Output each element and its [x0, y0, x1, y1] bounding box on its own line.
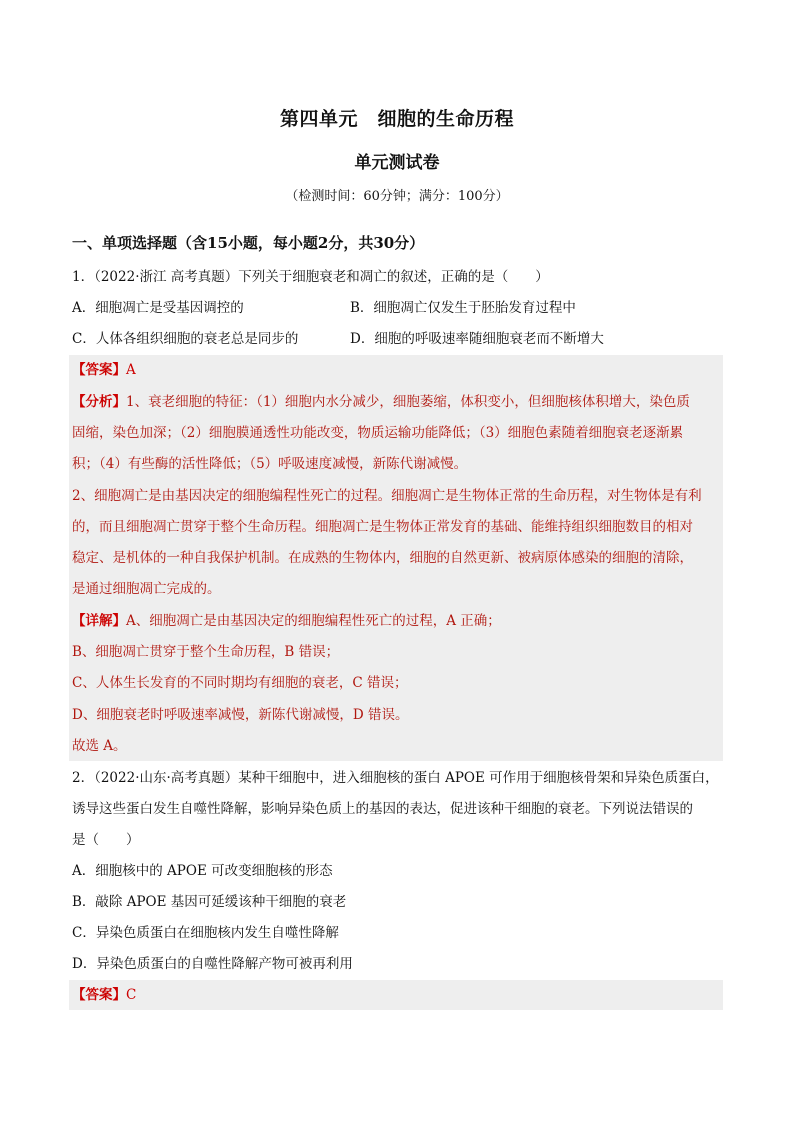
section-title: 一、单项选择题（含15小题，每小题2分，共30分） — [72, 234, 425, 252]
question-2-stem-line: 是（ ） — [72, 832, 140, 848]
detail-line: B、细胞凋亡贯穿于整个生命历程，B 错误； — [72, 644, 340, 660]
question-1-option-b: B．细胞凋亡仅发生于胚胎发育过程中 — [350, 300, 576, 316]
question-2-stem-line: 诱导这些蛋白发生自噬性降解，影响异染色质上的基因的表达，促进该种干细胞的衰老。下列说法错误的 — [72, 801, 693, 817]
question-1-answer — [72, 360, 136, 380]
detail-line: D、细胞衰老时呼吸速率减慢，新陈代谢减慢，D 错误。 — [72, 707, 409, 723]
detail-tag: 【详解】 — [72, 613, 126, 629]
analysis-line: 是通过细胞凋亡完成的。 — [72, 581, 221, 597]
question-2-option-b: B．敲除 APOE 基因可延缓该种干细胞的衰老 — [72, 894, 347, 910]
question-2-answer — [72, 985, 136, 1005]
analysis-line — [72, 392, 690, 412]
question-1-stem: 1．（2022·浙江 高考真题）下列关于细胞衰老和凋亡的叙述，正确的是（ ） — [72, 269, 549, 285]
answer-value: A — [126, 362, 136, 378]
analysis-line: 的，而且细胞凋亡贯穿于整个生命历程。细胞凋亡是生物体正常发育的基础、能维持组织细胞数目的相对 — [72, 519, 693, 535]
answer-tag: 【答案】 — [72, 987, 126, 1003]
analysis-line: 2、细胞凋亡是由基因决定的细胞编程性死亡的过程。细胞凋亡是生物体正常的生命历程，对生物体是有利 — [72, 488, 702, 504]
question-2-solution-block — [69, 980, 723, 1010]
question-2-option-c: C．异染色质蛋白在细胞核内发生自噬性降解 — [72, 925, 339, 941]
unit-title: 第四单元 细胞的生命历程 — [279, 108, 514, 130]
exam-info: （检测时间：60分钟；满分：100分） — [285, 189, 509, 204]
question-1-option-d: D．细胞的呼吸速率随细胞衰老而不断增大 — [350, 331, 604, 347]
detail-line: 故选 A。 — [72, 738, 127, 754]
question-2-option-a: A．细胞核中的 APOE 可改变细胞核的形态 — [72, 863, 333, 879]
paper-title: 单元测试卷 — [354, 153, 440, 173]
analysis-tag: 【分析】 — [72, 394, 126, 410]
analysis-line: 固缩，染色加深；（2）细胞膜通透性功能改变，物质运输功能降低；（3）细胞色素随着细胞衰老逐渐累 — [72, 425, 684, 441]
analysis-line: 稳定、是机体的一种自我保护机制。在成熟的生物体内，细胞的自然更新、被病原体感染的细胞的清除， — [72, 550, 693, 566]
analysis-text: 1、衰老细胞的特征：（1）细胞内水分减少，细胞萎缩，体积变小，但细胞核体积增大，染色质 — [126, 394, 690, 410]
detail-line: C、人体生长发育的不同时期均有细胞的衰老，C 错误； — [72, 675, 408, 691]
answer-value: C — [126, 987, 137, 1003]
question-1-option-c: C．人体各组织细胞的衰老总是同步的 — [72, 331, 299, 347]
analysis-line: 积；（4）有些酶的活性降低；（5）呼吸速度减慢，新陈代谢减慢。 — [72, 456, 468, 472]
question-1-option-a: A．细胞凋亡是受基因调控的 — [72, 300, 244, 316]
question-2-stem-line: 2．（2022·山东·高考真题）某种干细胞中，进入细胞核的蛋白 APOE 可作用于细胞核骨架和异染色质蛋白， — [72, 770, 719, 786]
question-2-option-d: D．异染色质蛋白的自噬性降解产物可被再利用 — [72, 956, 353, 972]
answer-tag: 【答案】 — [72, 362, 126, 378]
detail-text: A、细胞凋亡是由基因决定的细胞编程性死亡的过程，A 正确； — [126, 613, 501, 629]
detail-line — [72, 611, 501, 631]
